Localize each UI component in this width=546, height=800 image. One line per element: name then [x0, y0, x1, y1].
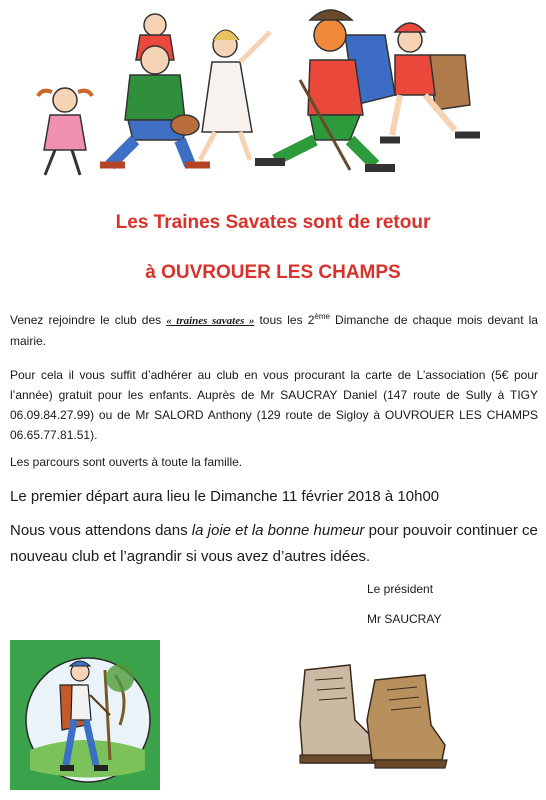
family-paragraph: Les parcours sont ouverts à toute la famille. — [10, 455, 243, 469]
first-departure-paragraph: Le premier départ aura lieu le Dimanche 11 février 2018 à 10h00 — [10, 488, 440, 505]
ordinal-superscript: ème — [314, 312, 330, 321]
invitation-text-b: pour pouvoir continuer ce nouveau club et l’agrandir si vous avez d’autres idées. — [10, 522, 538, 565]
hiker-figure — [255, 10, 395, 170]
invitation-text-a: Nous vous attendons dans — [10, 522, 192, 539]
girl-figure — [38, 88, 92, 175]
intro-text-c: Dimanche de chaque mois devant la mairie. — [10, 313, 538, 348]
page-title: Les Traines Savates sont de retour — [115, 212, 431, 233]
membership-paragraph: Pour cela il vous suffit d’adhérer au club en vous procurant la carte de L’association (5€ pour l’année) gratuit pour les enfants. Auprès de Mr SAUCRAY Daniel (147 route de Sully à TIGY 06.09.84.27.99) ou de Mr SALORD Anthony (129 route de Sigloy à OUVROUER LES CHAMPS 06.65.77.81.51). — [10, 368, 538, 442]
man-figure — [100, 14, 210, 165]
family-walking-illustration — [0, 0, 546, 195]
invitation-emphasis: la joie et la bonne humeur — [191, 522, 365, 539]
invitation-paragraph — [10, 518, 540, 570]
hiker-illustration — [10, 640, 160, 790]
boy-figure — [380, 23, 480, 140]
intro-text-a: Venez rejoindre le club des — [10, 313, 167, 327]
signature-role: Le président — [367, 582, 434, 596]
old-boots-illustration — [295, 660, 450, 770]
club-name: « traines savates » — [166, 315, 255, 327]
intro-text-b: tous les 2 — [254, 313, 315, 327]
page-subtitle: à OUVROUER LES CHAMPS — [145, 262, 401, 283]
signature-name: Mr SAUCRAY — [367, 612, 442, 626]
right-boot — [367, 675, 447, 768]
intro-paragraph — [10, 310, 538, 351]
